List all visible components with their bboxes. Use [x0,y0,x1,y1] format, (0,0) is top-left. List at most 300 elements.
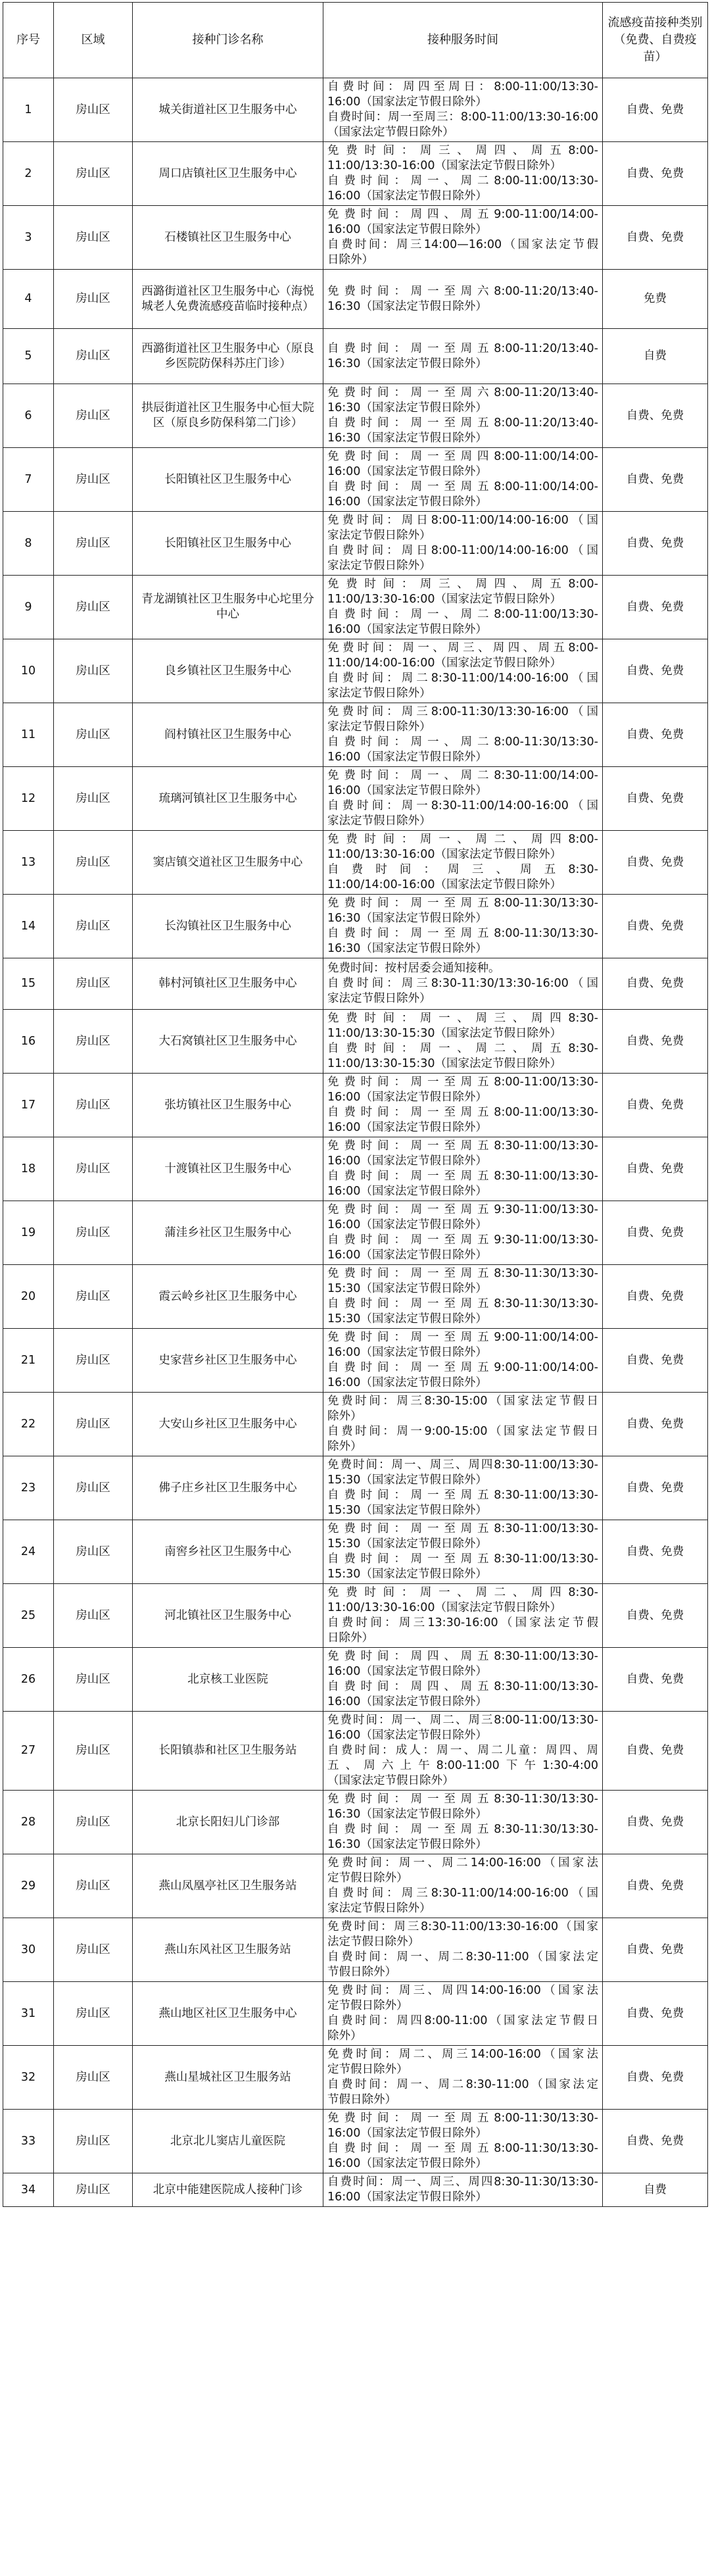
header-type: 流感疫苗接种类别（免费、自费疫苗） [603,3,708,78]
row-area: 房山区 [54,1648,133,1712]
row-area: 房山区 [54,831,133,895]
row-number: 33 [3,2110,54,2173]
service-hours-line: 自费时间：周一至周五8:30-11:00/13:30- [327,1170,598,1183]
row-number: 19 [3,1201,54,1265]
row-vaccine-type: 自费、免费 [603,1918,708,1982]
row-clinic-name: 琉璃河镇社区卫生服务中心 [133,767,323,831]
row-area: 房山区 [54,78,133,142]
row-area: 房山区 [54,1074,133,1137]
row-number: 16 [3,1010,54,1074]
row-area: 房山区 [54,142,133,206]
service-hours-line: 16:00（国家法定节假日除外） [327,784,487,797]
row-clinic-name: 阎村镇社区卫生服务中心 [133,703,323,767]
header-hours: 接种服务时间 [323,3,603,78]
service-hours-line: 自费时间：周一至周五8:00-11:20/13:40- [327,416,598,430]
row-clinic-name: 城关街道社区卫生服务中心 [133,78,323,142]
service-hours-line: 16:30（国家法定节假日除外） [327,1838,487,1851]
row-clinic-name: 北京中能建医院成人接种门诊 [133,2173,323,2207]
service-hours-line: 自费时间：周一9:00-15:00（国家法定节假日 [327,1425,598,1438]
service-hours-line: 16:00（国家法定节假日除外） [327,495,487,508]
table-row [3,1393,708,1456]
row-area: 房山区 [54,1265,133,1329]
row-service-hours [323,78,603,142]
service-hours-line: 免费时间：周一至周五8:30-11:30/13:30- [327,1793,598,1806]
service-hours-line: 自费时间：周一、周二8:00-11:00/13:30- [327,174,598,187]
service-hours-line: 自费时间：周一至周五8:30-11:30/13:30- [327,1297,598,1310]
row-service-hours [323,384,603,448]
row-clinic-name: 北京长阳妇儿门诊部 [133,1791,323,1854]
service-hours-line: 16:00（国家法定节假日除外） [327,623,487,636]
table-row [3,1584,708,1648]
table-row [3,958,708,1010]
row-clinic-name: 南窖乡社区卫生服务中心 [133,1520,323,1584]
service-hours-line: 15:30（国家法定节假日除外） [327,1312,487,1325]
table-row [3,703,708,767]
row-number: 10 [3,639,54,703]
service-hours-line: 免费时间：周一至周五9:30-11:00/13:30- [327,1203,598,1216]
service-hours-line: 免费时间：周一至周五8:30-11:00/13:30- [327,1139,598,1152]
row-vaccine-type: 自费、免费 [603,1393,708,1456]
row-clinic-name: 长沟镇社区卫生服务中心 [133,895,323,958]
row-number: 21 [3,1329,54,1393]
row-number: 20 [3,1265,54,1329]
row-number: 29 [3,1854,54,1918]
row-area: 房山区 [54,512,133,576]
row-clinic-name: 蒲洼乡社区卫生服务中心 [133,1201,323,1265]
row-vaccine-type: 自费、免费 [603,1456,708,1520]
service-hours-line: 自费时间：周一至周五8:30-11:00/13:30- [327,1489,598,1502]
table-row [3,1329,708,1393]
service-hours-line: 11:00/13:30-15:30（国家法定节假日除外） [327,1027,562,1040]
service-hours-line: 自费时间：周一、周二8:00-11:00/13:30- [327,608,598,621]
row-number: 2 [3,142,54,206]
service-hours-line: 免费时间：周一至周五8:30-11:30/13:30- [327,1267,598,1280]
row-area: 房山区 [54,329,133,384]
service-hours-line: 免费时间：周三8:00-11:30/13:30-16:00（国 [327,705,598,718]
service-hours-line: 11:00/13:30-15:30（国家法定节假日除外） [327,1057,562,1070]
service-hours-line: 免费时间：周一、周三、周四、周五8:00- [327,641,598,655]
service-hours-line: 自费时间：周一、周三、周四8:30-11:30/13:30- [327,2175,598,2189]
row-area: 房山区 [54,384,133,448]
row-number: 28 [3,1791,54,1854]
row-area: 房山区 [54,1520,133,1584]
row-clinic-name: 燕山星城社区卫生服务站 [133,2046,323,2110]
table-row [3,2046,708,2110]
row-number: 3 [3,206,54,270]
row-service-hours [323,1074,603,1137]
row-service-hours [323,1584,603,1648]
row-vaccine-type: 自费、免费 [603,142,708,206]
row-vaccine-type: 自费、免费 [603,1791,708,1854]
row-clinic-name: 北京核工业医院 [133,1648,323,1712]
service-hours-line: 日除外） [327,1631,373,1645]
service-hours-line: 日除外） [327,253,373,266]
row-area: 房山区 [54,2046,133,2110]
table-row [3,142,708,206]
service-hours-line: （国家法定节假日除外） [327,126,454,139]
row-vaccine-type: 自费、免费 [603,767,708,831]
service-hours-line: 免费时间：周一、周二14:00-16:00（国家法 [327,1856,598,1870]
row-number: 12 [3,767,54,831]
service-hours-line: 16:00（国家法定节假日除外） [327,1729,487,1742]
header-clinic: 接种门诊名称 [133,3,323,78]
row-clinic-name: 西潞街道社区卫生服务中心（海悦城老人免费流感疫苗临时接种点） [133,270,323,329]
row-area: 房山区 [54,1010,133,1074]
row-service-hours [323,831,603,895]
service-hours-line: 免费时间：周一至周五8:00-11:00/13:30- [327,1076,598,1089]
row-service-hours [323,1265,603,1329]
row-vaccine-type: 自费、免费 [603,1648,708,1712]
row-number: 13 [3,831,54,895]
table-row [3,2110,708,2173]
service-hours-line: 免费时间：周一至周五8:00-11:30/13:30- [327,897,598,910]
row-clinic-name: 霞云岭乡社区卫生服务中心 [133,1265,323,1329]
table-row [3,639,708,703]
row-service-hours [323,448,603,512]
row-service-hours [323,206,603,270]
row-vaccine-type: 自费、免费 [603,1074,708,1137]
row-area: 房山区 [54,576,133,639]
service-hours-line: 自费时间：周一至周五8:00-11:00/14:00- [327,480,598,493]
service-hours-line: 11:00/13:30-16:00（国家法定节假日除外） [327,848,562,861]
row-area: 房山区 [54,1918,133,1982]
table-row [3,1918,708,1982]
service-hours-line: 免费时间：周一、周二、周三8:00-11:00/13:30- [327,1714,598,1727]
row-vaccine-type: 自费、免费 [603,78,708,142]
row-number: 17 [3,1074,54,1137]
service-hours-line: 免费时间：周一、周二、周四8:00- [327,833,598,846]
service-hours-line: 自费时间：周三8:30-11:00/14:00-16:00（国 [327,1887,598,1900]
service-hours-line: 自费时间：周四、周五8:30-11:00/13:30- [327,1680,598,1693]
row-number: 7 [3,448,54,512]
row-area: 房山区 [54,206,133,270]
service-hours-line: 家法定节假日除外） [327,992,431,1005]
row-clinic-name: 良乡镇社区卫生服务中心 [133,639,323,703]
row-vaccine-type: 自费、免费 [603,2046,708,2110]
service-hours-line: 16:00（国家法定节假日除外） [327,1154,487,1168]
row-vaccine-type: 自费、免费 [603,384,708,448]
row-number: 4 [3,270,54,329]
row-area: 房山区 [54,1854,133,1918]
table-row [3,448,708,512]
service-hours-line: 免费时间：周三8:30-11:00/13:30-16:00（国家 [327,1920,598,1933]
row-area: 房山区 [54,767,133,831]
row-service-hours [323,767,603,831]
service-hours-line: 16:00（国家法定节假日除外） [327,1665,487,1678]
service-hours-line: 家法定节假日除外） [327,1902,431,1915]
row-number: 18 [3,1137,54,1201]
row-number: 1 [3,78,54,142]
service-hours-line: 除外） [327,1410,362,1423]
service-hours-line: 11:00/13:30-16:00（国家法定节假日除外） [327,159,562,172]
row-clinic-name: 韩村河镇社区卫生服务中心 [133,958,323,1010]
row-vaccine-type: 自费、免费 [603,703,708,767]
service-hours-line: 自费时间：周一、周二、周五8:30- [327,1042,598,1055]
row-number: 32 [3,2046,54,2110]
service-hours-line: 16:00（国家法定节假日除外） [327,1346,487,1359]
service-hours-line: 家法定节假日除外） [327,687,431,700]
service-hours-line: 自费时间：周一至周五8:00-11:00/13:30- [327,1106,598,1119]
row-vaccine-type: 自费、免费 [603,1854,708,1918]
row-area: 房山区 [54,1982,133,2046]
row-vaccine-type: 自费、免费 [603,895,708,958]
vaccination-schedule-page [3,2,707,2207]
service-hours-line: 16:00（国家法定节假日除外） [327,751,487,764]
row-service-hours [323,142,603,206]
row-vaccine-type: 自费、免费 [603,831,708,895]
row-service-hours [323,1137,603,1201]
service-hours-line: 16:00（国家法定节假日除外） [327,2191,487,2204]
service-hours-line: 自费时间：周一至周五8:30-11:00/13:30- [327,1552,598,1566]
service-hours-line: 定节假日除外） [327,1871,408,1885]
row-number: 11 [3,703,54,767]
service-hours-line: 家法定节假日除外） [327,559,431,572]
table-row [3,767,708,831]
row-clinic-name: 史家营乡社区卫生服务中心 [133,1329,323,1393]
row-number: 8 [3,512,54,576]
service-hours-line: 自费时间：周三、周五8:30- [327,863,598,876]
row-service-hours [323,512,603,576]
service-hours-line: 定节假日除外） [327,1999,408,2012]
row-vaccine-type: 自费、免费 [603,1520,708,1584]
row-service-hours [323,1329,603,1393]
service-hours-line: 免费时间：周一、周二、周四8:30- [327,1586,598,1599]
row-number: 30 [3,1918,54,1982]
table-row [3,329,708,384]
row-clinic-name: 石楼镇社区卫生服务中心 [133,206,323,270]
service-hours-line: 免费时间：按村居委会通知接种。 [327,962,500,975]
row-service-hours [323,1791,603,1854]
service-hours-line: 免费时间：周一、周三、周四8:30- [327,1012,598,1025]
table-row [3,576,708,639]
service-hours-line: 16:30（国家法定节假日除外） [327,357,487,370]
row-number: 27 [3,1712,54,1791]
row-clinic-name: 北京北儿窦店儿童医院 [133,2110,323,2173]
row-area: 房山区 [54,895,133,958]
row-clinic-name: 窦店镇交道社区卫生服务中心 [133,831,323,895]
table-row [3,1074,708,1137]
table-row [3,1854,708,1918]
row-number: 9 [3,576,54,639]
table-row [3,1982,708,2046]
row-number: 6 [3,384,54,448]
table-row [3,270,708,329]
service-hours-line: 16:30（国家法定节假日除外） [327,401,487,414]
row-service-hours [323,1918,603,1982]
service-hours-line: 11:00/14:00-16:00（国家法定节假日除外） [327,656,562,670]
service-hours-line: 免费时间：周三8:30-15:00（国家法定节假日 [327,1395,598,1408]
row-service-hours [323,2046,603,2110]
row-clinic-name: 大石窝镇社区卫生服务中心 [133,1010,323,1074]
header-area: 区域 [54,3,133,78]
service-hours-line: 免费时间：周四、周五9:00-11:00/14:00- [327,208,598,221]
row-clinic-name: 长阳镇社区卫生服务中心 [133,448,323,512]
service-hours-line: 自费时间：周一、周二8:30-11:00（国家法定 [327,2078,598,2091]
row-service-hours [323,1456,603,1520]
service-hours-line: 家法定节假日除外） [327,720,431,733]
row-service-hours [323,1854,603,1918]
row-area: 房山区 [54,1393,133,1456]
service-hours-line: 免费时间：周一至周六8:00-11:20/13:40- [327,284,598,298]
row-vaccine-type: 自费、免费 [603,1329,708,1393]
row-vaccine-type: 自费、免费 [603,1137,708,1201]
row-service-hours [323,1393,603,1456]
row-vaccine-type: 自费、免费 [603,512,708,576]
service-hours-line: 16:00（国家法定节假日除外） [327,1121,487,1134]
header-no: 序号 [3,3,54,78]
row-area: 房山区 [54,639,133,703]
service-hours-line: 自费时间：周一、周二8:30-11:00（国家法定 [327,1950,598,1964]
service-hours-line: 16:00（国家法定节假日除外） [327,2157,487,2170]
service-hours-line: 16:30（国家法定节假日除外） [327,942,487,955]
row-number: 22 [3,1393,54,1456]
service-hours-line: 自费时间：周一至周五9:30-11:00/13:30- [327,1233,598,1247]
row-number: 25 [3,1584,54,1648]
service-hours-line: 免费时间：周一至周四8:00-11:00/14:00- [327,450,598,463]
row-service-hours [323,1010,603,1074]
table-row [3,1648,708,1712]
service-hours-line: 自费时间：周四8:00-11:00（国家法定节假日 [327,2014,598,2027]
service-hours-line: 定节假日除外） [327,2063,408,2076]
row-vaccine-type: 自费 [603,2173,708,2207]
service-hours-line: 自费时间：周一至周五8:00-11:30/13:30- [327,927,598,940]
row-vaccine-type: 免费 [603,270,708,329]
service-hours-line: 免费时间：周一至周六8:00-11:20/13:40- [327,386,598,399]
row-service-hours [323,703,603,767]
row-service-hours [323,2110,603,2173]
service-hours-line: 除外） [327,2029,362,2043]
service-hours-line: 自费时间：周四至周日：8:00-11:00/13:30- [327,80,598,93]
service-hours-line: 自费时间：周三14:00—16:00（国家法定节假 [327,238,598,251]
table-row [3,1010,708,1074]
service-hours-line: 自费时间：周一至周五9:00-11:00/14:00- [327,1361,598,1374]
service-hours-line: 自费时间：周一至周五8:00-11:20/13:40- [327,341,598,355]
service-hours-line: 16:00（国家法定节假日除外） [327,1218,487,1231]
row-vaccine-type: 自费、免费 [603,1584,708,1648]
row-number: 26 [3,1648,54,1712]
table-body [3,78,708,2207]
row-service-hours [323,576,603,639]
row-vaccine-type: 自费 [603,329,708,384]
service-hours-line: 自费时间：周二8:30-11:00/14:00-16:00（国 [327,672,598,685]
service-hours-line: 16:00（国家法定节假日除外） [327,95,487,109]
service-hours-line: 11:00/14:00-16:00（国家法定节假日除外） [327,878,562,891]
service-hours-line: 自费时间：成人：周一、周二儿童：周四、周 [327,1744,598,1757]
service-hours-line: 免费时间：周一至周五9:00-11:00/14:00- [327,1331,598,1344]
service-hours-line: 免费时间：周一、周三、周四8:30-11:00/13:30- [327,1458,598,1472]
row-area: 房山区 [54,448,133,512]
service-hours-line: 五、周六上午8:00-11:00下午1:30-4:00 [327,1759,598,1772]
row-area: 房山区 [54,703,133,767]
row-clinic-name: 燕山凤凰亭社区卫生服务站 [133,1854,323,1918]
row-service-hours [323,1712,603,1791]
row-number: 15 [3,958,54,1010]
service-hours-line: 16:00（国家法定节假日除外） [327,1695,487,1708]
table-row [3,1201,708,1265]
row-clinic-name: 西潞街道社区卫生服务中心（原良乡医院防保科苏庄门诊） [133,329,323,384]
service-hours-line: 16:00（国家法定节假日除外） [327,189,487,203]
row-vaccine-type: 自费、免费 [603,958,708,1010]
table-row [3,1137,708,1201]
service-hours-line: 15:30（国家法定节假日除外） [327,1282,487,1295]
row-clinic-name: 燕山地区社区卫生服务中心 [133,1982,323,2046]
table-row [3,206,708,270]
row-area: 房山区 [54,1456,133,1520]
row-area: 房山区 [54,270,133,329]
service-hours-line: 家法定节假日除外） [327,529,431,542]
row-vaccine-type: 自费、免费 [603,206,708,270]
row-service-hours [323,1201,603,1265]
row-area: 房山区 [54,1329,133,1393]
table-row [3,78,708,142]
row-service-hours [323,895,603,958]
service-hours-line: 11:00/13:30-16:00（国家法定节假日除外） [327,1601,562,1614]
service-hours-line: 免费时间：周三、周四14:00-16:00（国家法 [327,1984,598,1997]
table-row [3,831,708,895]
row-area: 房山区 [54,2110,133,2173]
row-service-hours [323,1648,603,1712]
row-number: 5 [3,329,54,384]
service-hours-line: 免费时间：周三、周四、周五8:00- [327,578,598,591]
row-clinic-name: 长阳镇社区卫生服务中心 [133,512,323,576]
row-area: 房山区 [54,1137,133,1201]
row-area: 房山区 [54,2173,133,2207]
service-hours-line: 16:30（国家法定节假日除外） [327,432,487,445]
row-number: 31 [3,1982,54,2046]
row-service-hours [323,2173,603,2207]
row-clinic-name: 张坊镇社区卫生服务中心 [133,1074,323,1137]
row-service-hours [323,270,603,329]
service-hours-line: 自费时间：周三13:30-16:00（国家法定节假 [327,1616,598,1629]
row-vaccine-type: 自费、免费 [603,1265,708,1329]
row-area: 房山区 [54,1201,133,1265]
table-row [3,2173,708,2207]
service-hours-line: （国家法定节假日除外） [327,1774,454,1787]
table-row [3,384,708,448]
service-hours-line: 自费时间：周日8:00-11:00/14:00-16:00（国 [327,544,598,557]
service-hours-line: 16:30（国家法定节假日除外） [327,299,487,313]
table-row [3,1712,708,1791]
row-number: 24 [3,1520,54,1584]
row-clinic-name: 大安山乡社区卫生服务中心 [133,1393,323,1456]
row-area: 房山区 [54,1712,133,1791]
service-hours-line: 16:30（国家法定节假日除外） [327,912,487,925]
service-hours-line: 15:30（国家法定节假日除外） [327,1504,487,1517]
row-clinic-name: 长阳镇恭和社区卫生服务站 [133,1712,323,1791]
row-number: 23 [3,1456,54,1520]
service-hours-line: 节假日除外） [327,2093,396,2106]
table-row [3,1456,708,1520]
service-hours-line: 免费时间：周一至周五8:00-11:30/13:30- [327,2112,598,2125]
row-number: 34 [3,2173,54,2207]
row-clinic-name: 佛子庄乡社区卫生服务中心 [133,1456,323,1520]
service-hours-line: 16:00（国家法定节假日除外） [327,465,487,478]
service-hours-line: 家法定节假日除外） [327,814,431,828]
service-hours-line: 免费时间：周一至周五8:30-11:00/13:30- [327,1522,598,1535]
service-hours-line: 自费时间：周一至周三：8:00-11:00/13:30-16:00 [327,111,598,124]
service-hours-line: 免费时间：周三、周四、周五8:00- [327,144,598,157]
row-number: 14 [3,895,54,958]
row-clinic-name: 河北镇社区卫生服务中心 [133,1584,323,1648]
service-hours-line: 免费时间：周日8:00-11:00/14:00-16:00（国 [327,514,598,527]
row-vaccine-type: 自费、免费 [603,448,708,512]
row-area: 房山区 [54,958,133,1010]
row-service-hours [323,329,603,384]
row-clinic-name: 周口店镇社区卫生服务中心 [133,142,323,206]
table-header-row [3,3,708,78]
row-vaccine-type: 自费、免费 [603,1201,708,1265]
row-area: 房山区 [54,1584,133,1648]
